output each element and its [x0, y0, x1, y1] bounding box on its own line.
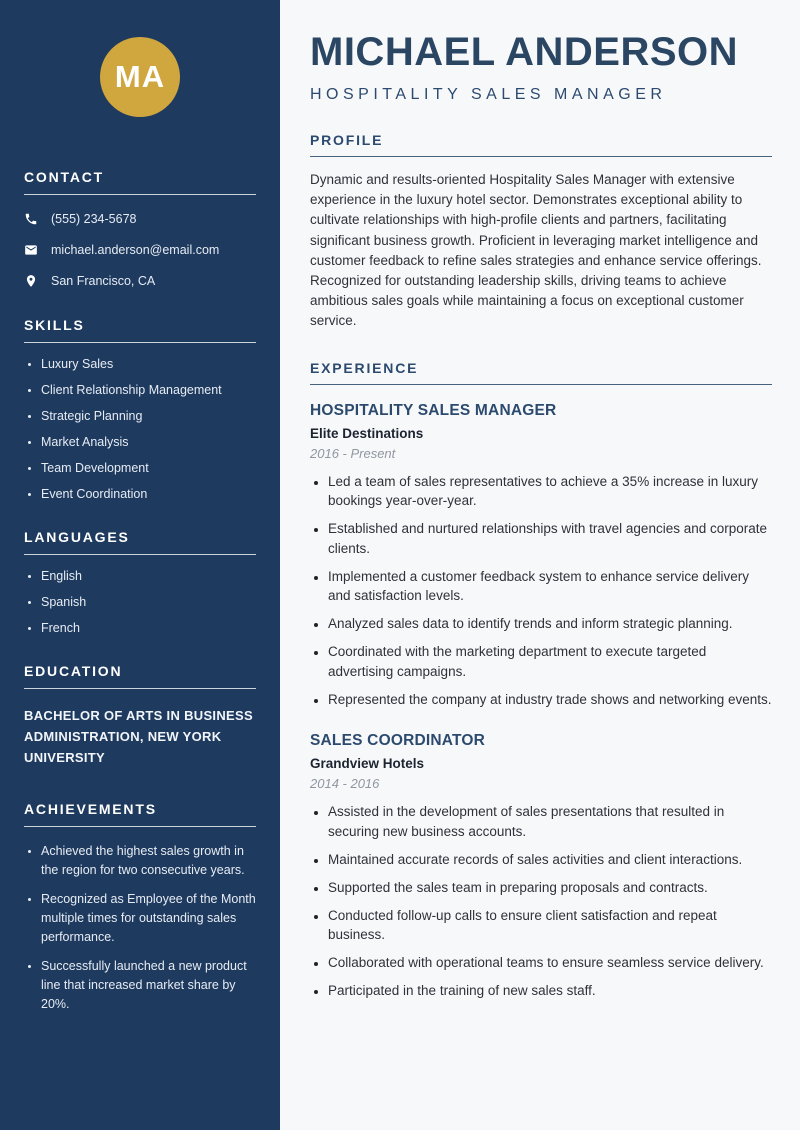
job-bullet: • Coordinated with the marketing department to execute targeted advertising campaigns.	[328, 642, 772, 681]
skills-divider	[24, 342, 256, 343]
person-name: MICHAEL ANDERSON	[310, 30, 739, 74]
job-bullet: • Analyzed sales data to identify trends and inform strategic planning.	[328, 614, 772, 634]
profile-section	[310, 132, 772, 332]
languages-list	[24, 568, 256, 637]
job-dates: 2014 - 2016	[310, 776, 380, 792]
job-bullet-list	[310, 802, 772, 1001]
achievement-item: • Achieved the highest sales growth in the region for two consecutive years.	[41, 842, 256, 880]
languages-section	[24, 529, 256, 637]
email-icon	[24, 243, 38, 257]
achievements-section	[24, 801, 256, 1014]
job-company: Elite Destinations	[310, 425, 424, 441]
job-bullet: • Established and nurtured relationships with travel agencies and corporate clients.	[328, 519, 772, 558]
experience-divider	[310, 384, 772, 385]
achievements-heading: ACHIEVEMENTS	[24, 801, 157, 817]
job-bullet: • Conducted follow-up calls to ensure client satisfaction and repeat business.	[328, 906, 772, 945]
language-item: • English	[41, 568, 256, 585]
achievements-list	[24, 842, 256, 1014]
avatar	[100, 37, 180, 117]
sidebar	[0, 0, 280, 1130]
education-degree: BACHELOR OF ARTS IN BUSINESS ADMINISTRATION, NEW YORK UNIVERSITY	[24, 708, 253, 765]
achievements-divider	[24, 826, 256, 827]
experience-heading: EXPERIENCE	[310, 359, 419, 376]
avatar-initials: MA	[114, 59, 166, 94]
job-bullet: • Implemented a customer feedback system to enhance service delivery and satisfaction levels.	[328, 567, 772, 606]
skill-item: • Client Relationship Management	[41, 382, 256, 399]
profile-text: Dynamic and results-oriented Hospitality Sales Manager with extensive experience in the luxury hotel sector. Demonstrates exceptional ability to cultivate relationships with high-profile clients and partners, facilitating significant business growth. Proficient in leveraging market intelligence and customer feedback to refine sales strategies and enhance service offerings. Recognized for outstanding leadership skills, driving teams to achieve ambitious sales goals while maintaining a focus on exceptional customer service.	[310, 172, 762, 329]
skills-section	[24, 317, 256, 503]
profile-heading: PROFILE	[310, 132, 384, 148]
education-divider	[24, 688, 256, 689]
languages-divider	[24, 554, 256, 555]
contact-divider	[24, 194, 256, 195]
achievement-item: • Successfully launched a new product line that increased market share by 20%.	[41, 957, 256, 1014]
job-bullet: • Maintained accurate records of sales activities and client interactions.	[328, 850, 772, 870]
job-bullet: • Led a team of sales representatives to achieve a 35% increase in luxury bookings year-over-year.	[328, 472, 772, 511]
contact-email-row	[24, 243, 256, 257]
achievement-item: • Recognized as Employee of the Month multiple times for outstanding sales performance.	[41, 890, 256, 947]
contact-heading: CONTACT	[24, 169, 104, 185]
education-section	[24, 663, 256, 768]
language-item: • French	[41, 620, 256, 637]
job-bullet: • Collaborated with operational teams to ensure seamless service delivery.	[328, 953, 772, 973]
person-job-title: HOSPITALITY SALES MANAGER	[310, 86, 667, 103]
contact-phone-row	[24, 212, 256, 226]
contact-email-value: michael.anderson@email.com	[51, 243, 220, 257]
phone-icon	[24, 212, 38, 226]
job-dates: 2016 - Present	[310, 445, 396, 461]
skills-list	[24, 356, 256, 503]
profile-divider	[310, 156, 772, 157]
job-bullet: • Participated in the training of new sales staff.	[328, 981, 772, 1001]
job-title: SALES COORDINATOR	[310, 732, 486, 750]
skill-item: • Event Coordination	[41, 486, 256, 503]
job-bullet: • Represented the company at industry trade shows and networking events.	[328, 690, 772, 710]
skill-item: • Luxury Sales	[41, 356, 256, 373]
education-heading: EDUCATION	[24, 663, 123, 679]
job-company: Grandview Hotels	[310, 756, 425, 772]
job-bullet: • Assisted in the development of sales presentations that resulted in securing new business accounts.	[328, 802, 772, 841]
skill-item: • Strategic Planning	[41, 408, 256, 425]
contact-section	[24, 169, 256, 288]
contact-phone-value: (555) 234-5678	[51, 212, 137, 226]
language-item: • Spanish	[41, 594, 256, 611]
skill-item: • Team Development	[41, 460, 256, 477]
languages-heading: LANGUAGES	[24, 529, 130, 545]
job-bullet-list	[310, 472, 772, 710]
skills-heading: SKILLS	[24, 317, 85, 333]
contact-location-row	[24, 274, 256, 288]
job-title: HOSPITALITY SALES MANAGER	[310, 401, 557, 419]
contact-location-value: San Francisco, CA	[51, 274, 156, 288]
skill-item: • Market Analysis	[41, 434, 256, 451]
location-icon	[24, 274, 38, 288]
main-content	[280, 0, 800, 1130]
job-bullet: • Supported the sales team in preparing proposals and contracts.	[328, 878, 772, 898]
experience-section	[310, 360, 772, 1001]
